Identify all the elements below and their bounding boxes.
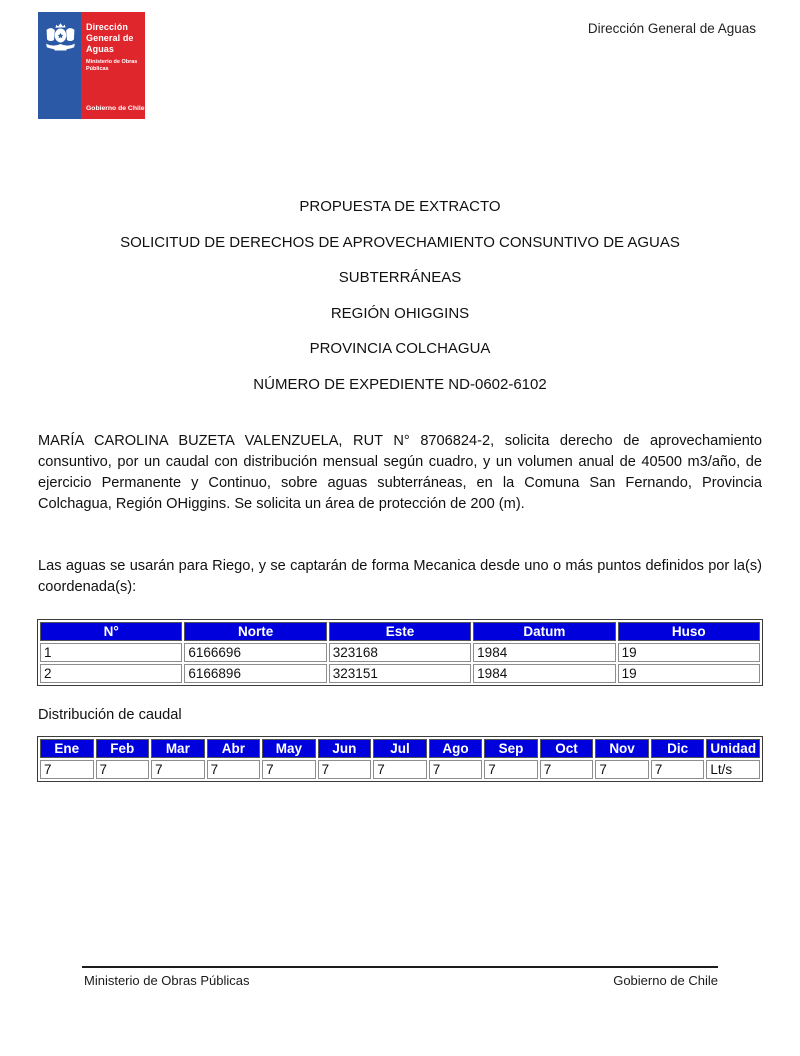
- table-cell: 6166696: [184, 643, 326, 662]
- logo-red-panel: [81, 12, 145, 119]
- header-row: [40, 739, 760, 758]
- logo-government-label: Gobierno de Chile: [86, 105, 145, 112]
- table-cell: 7: [318, 760, 372, 779]
- table-row: [40, 643, 760, 662]
- footer: [84, 973, 718, 988]
- column-header: Datum: [473, 622, 615, 641]
- table-cell: 7: [429, 760, 483, 779]
- column-header: Ene: [40, 739, 94, 758]
- title-region: REGIÓN OHIGGINS: [330, 304, 470, 322]
- table-cell: 7: [373, 760, 427, 779]
- column-header: Unidad: [706, 739, 760, 758]
- table-cell: 323151: [329, 664, 471, 683]
- dga-logo: [38, 12, 145, 119]
- table-cell: 7: [540, 760, 594, 779]
- table-cell: 1: [40, 643, 182, 662]
- column-header: May: [262, 739, 316, 758]
- table-cell: 19: [618, 643, 760, 662]
- column-header: Dic: [651, 739, 705, 758]
- coat-of-arms-icon: [42, 21, 79, 53]
- table-cell: 7: [651, 760, 705, 779]
- column-header: Ago: [429, 739, 483, 758]
- distribution-caption: Distribución de caudal: [38, 707, 182, 723]
- logo-ministry-line1: Ministerio de Obras: [86, 59, 138, 65]
- column-header: Jul: [373, 739, 427, 758]
- logo-agency-name: [86, 22, 134, 55]
- distribution-table: [37, 736, 763, 782]
- header-row: [40, 622, 760, 641]
- logo-ministry-name: [86, 59, 137, 73]
- table-row: [40, 760, 760, 779]
- table-cell: Lt/s: [706, 760, 760, 779]
- table-cell: 7: [595, 760, 649, 779]
- logo-blue-panel: [38, 12, 81, 119]
- table-cell: 323168: [329, 643, 471, 662]
- column-header: Norte: [184, 622, 326, 641]
- table-cell: 7: [40, 760, 94, 779]
- column-header: Mar: [151, 739, 205, 758]
- footer-government-label: Gobierno de Chile: [613, 973, 718, 988]
- table-cell: 1984: [473, 664, 615, 683]
- document-titles: [0, 199, 800, 412]
- table-cell: 7: [484, 760, 538, 779]
- paragraph-usage: Las aguas se usarán para Riego, y se captarán de forma Mecanica desde uno o más puntos definidos por la(s) coordenada(s):: [38, 558, 762, 595]
- table-cell: 7: [96, 760, 150, 779]
- title-solicitud: SOLICITUD DE DERECHOS DE APROVECHAMIENTO CONSUNTIVO DE AGUAS: [120, 233, 680, 251]
- column-header: Nov: [595, 739, 649, 758]
- title-subterraneas: SUBTERRÁNEAS: [338, 269, 462, 286]
- table-cell: 2: [40, 664, 182, 683]
- title-expediente: NÚMERO DE EXPEDIENTE ND-0602-6102: [253, 375, 547, 393]
- column-header: Sep: [484, 739, 538, 758]
- table-cell: 6166896: [184, 664, 326, 683]
- column-header: N°: [40, 622, 182, 641]
- table-cell: 1984: [473, 643, 615, 662]
- column-header: Feb: [96, 739, 150, 758]
- title-provincia: PROVINCIA COLCHAGUA: [309, 340, 491, 357]
- footer-ministry-label: Ministerio de Obras Públicas: [84, 973, 250, 988]
- column-header: Huso: [618, 622, 760, 641]
- logo-agency-line1: Dirección: [86, 22, 128, 32]
- title-propuesta: PROPUESTA DE EXTRACTO: [299, 198, 501, 215]
- table-cell: 19: [618, 664, 760, 683]
- coordinates-table: [37, 619, 763, 686]
- logo-agency-line2: General de: [86, 33, 134, 43]
- column-header: Este: [329, 622, 471, 641]
- table-cell: 7: [151, 760, 205, 779]
- footer-divider: [82, 966, 718, 968]
- column-header: Oct: [540, 739, 594, 758]
- table-cell: 7: [262, 760, 316, 779]
- logo-agency-line3: Aguas: [86, 44, 115, 54]
- paragraph-applicant: MARÍA CAROLINA BUZETA VALENZUELA, RUT N° 8706824-2, solicita derecho de aprovechamiento consuntivo, por un caudal con distribución mensual según cuadro, y un volumen anual de 40500 m3/año, de ejercicio Permanente y Continuo, sobre aguas subterráneas, en la Comuna San Fernando, Provincia Colchagua, Región OHiggins. Se solicita un área de protección de 200 (m).: [38, 433, 762, 512]
- table-row: [40, 664, 760, 683]
- header-agency-label: Dirección General de Aguas: [587, 21, 756, 36]
- table-cell: 7: [207, 760, 261, 779]
- column-header: Abr: [207, 739, 261, 758]
- logo-ministry-line2: Públicas: [86, 66, 109, 72]
- column-header: Jun: [318, 739, 372, 758]
